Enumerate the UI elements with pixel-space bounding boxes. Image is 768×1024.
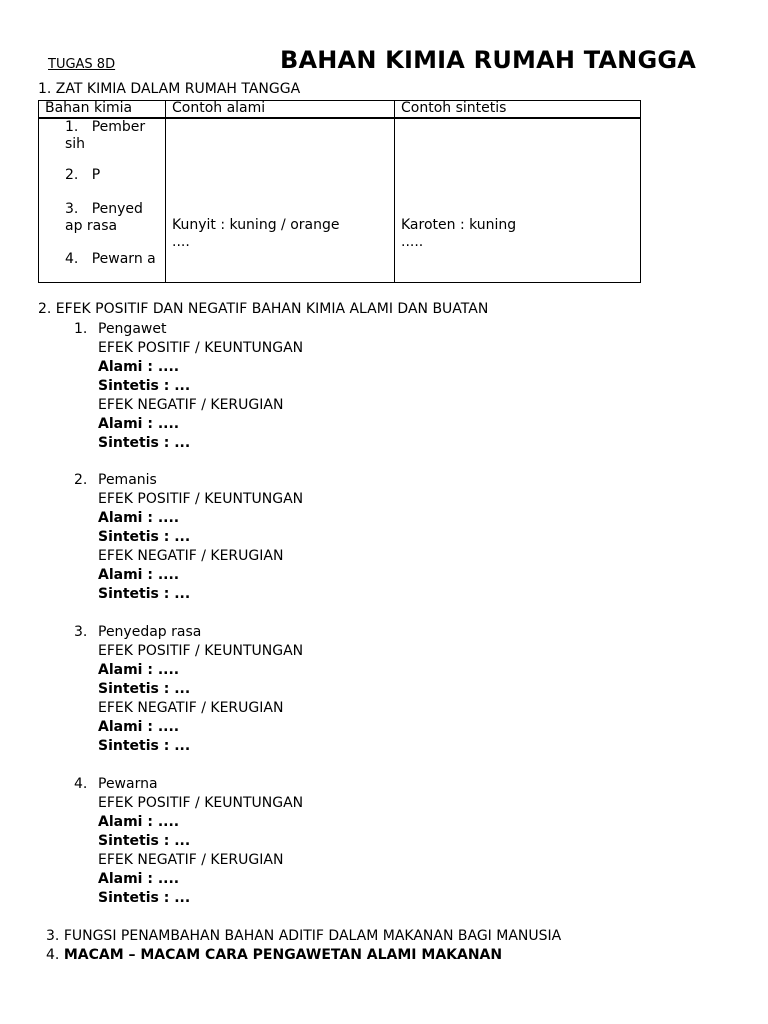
alami-line: Alami : .... [98,719,180,735]
effect-item-heading [74,471,303,490]
sintetis-line: Sintetis : ... [98,738,191,754]
sintetis-line: Sintetis : ... [98,586,191,602]
sintetis-line: Sintetis : ... [98,435,191,451]
positive-effect-label: EFEK POSITIF / KEUNTUNGAN [98,643,304,659]
chemical-table [38,100,641,283]
bahan-kimia-cell [39,118,166,283]
effect-section-pengawet [74,320,303,453]
effect-section-pemanis [74,471,303,604]
positive-effect-label: EFEK POSITIF / KEUNTUNGAN [98,491,304,507]
alami-line: Alami : .... [98,416,180,432]
item-number: 3. [65,201,79,217]
alami-line: Alami : .... [98,567,180,583]
negative-effect-label: EFEK NEGATIF / KERUGIAN [98,548,284,564]
table-row [39,118,641,283]
section-number: 4. [46,947,60,963]
contoh-alami-value: Kunyit : kuning / orange .... [172,217,340,250]
item-label: Pewarn a [91,251,156,267]
item-number: 1. [65,119,79,135]
list-item [65,201,161,235]
item-number: 2. [65,167,79,183]
effect-section-pewarna [74,775,303,908]
list-item [65,167,161,184]
effect-section-penyedap-rasa [74,623,303,756]
alami-line: Alami : .... [98,871,180,887]
alami-line: Alami : .... [98,510,180,526]
item-label: Penyed ap rasa [65,201,143,234]
sintetis-line: Sintetis : ... [98,529,191,545]
item-number: 4. [65,251,79,267]
document-title: BAHAN KIMIA RUMAH TANGGA [280,46,697,74]
alami-line: Alami : .... [98,359,180,375]
item-name: Penyedap rasa [98,624,202,640]
item-number: 2. [74,472,88,488]
section-1-heading: 1. ZAT KIMIA DALAM RUMAH TANGGA [38,81,301,97]
item-label: Pember sih [65,119,146,152]
contoh-sintetis-value: Karoten : kuning ..... [401,217,517,250]
sintetis-line: Sintetis : ... [98,378,191,394]
section-2-heading: 2. EFEK POSITIF DAN NEGATIF BAHAN KIMIA ALAMI DAN BUATAN [38,301,489,317]
section-text: MACAM – MACAM CARA PENGAWETAN ALAMI MAKANAN [63,947,503,963]
item-number: 3. [74,624,88,640]
effect-item-heading [74,320,303,339]
effect-item-heading [74,623,303,642]
item-number: 1. [74,321,88,337]
sintetis-line: Sintetis : ... [98,681,191,697]
alami-line: Alami : .... [98,814,180,830]
item-number: 4. [74,776,88,792]
section-4-heading [46,947,502,963]
negative-effect-label: EFEK NEGATIF / KERUGIAN [98,700,284,716]
column-header-contoh-sintetis: Contoh sintetis [395,101,641,119]
table-header-row [39,101,641,119]
alami-line: Alami : .... [98,662,180,678]
section-text: FUNGSI PENAMBAHAN BAHAN ADITIF DALAM MAKANAN BAGI MANUSIA [63,928,562,944]
item-name: Pewarna [98,776,158,792]
item-name: Pengawet [98,321,167,337]
contoh-sintetis-cell [395,118,641,283]
list-item [65,119,161,153]
sintetis-line: Sintetis : ... [98,833,191,849]
positive-effect-label: EFEK POSITIF / KEUNTUNGAN [98,795,304,811]
effect-item-heading [74,775,303,794]
negative-effect-label: EFEK NEGATIF / KERUGIAN [98,852,284,868]
positive-effect-label: EFEK POSITIF / KEUNTUNGAN [98,340,304,356]
column-header-bahan-kimia: Bahan kimia [39,101,166,119]
contoh-alami-cell [166,118,395,283]
column-header-contoh-alami: Contoh alami [166,101,395,119]
list-item [65,251,161,268]
assignment-label: TUGAS 8D [48,57,116,72]
negative-effect-label: EFEK NEGATIF / KERUGIAN [98,397,284,413]
item-name: Pemanis [98,472,157,488]
section-3-heading [46,928,561,944]
sintetis-line: Sintetis : ... [98,890,191,906]
item-label: P [91,167,101,183]
section-number: 3. [46,928,60,944]
